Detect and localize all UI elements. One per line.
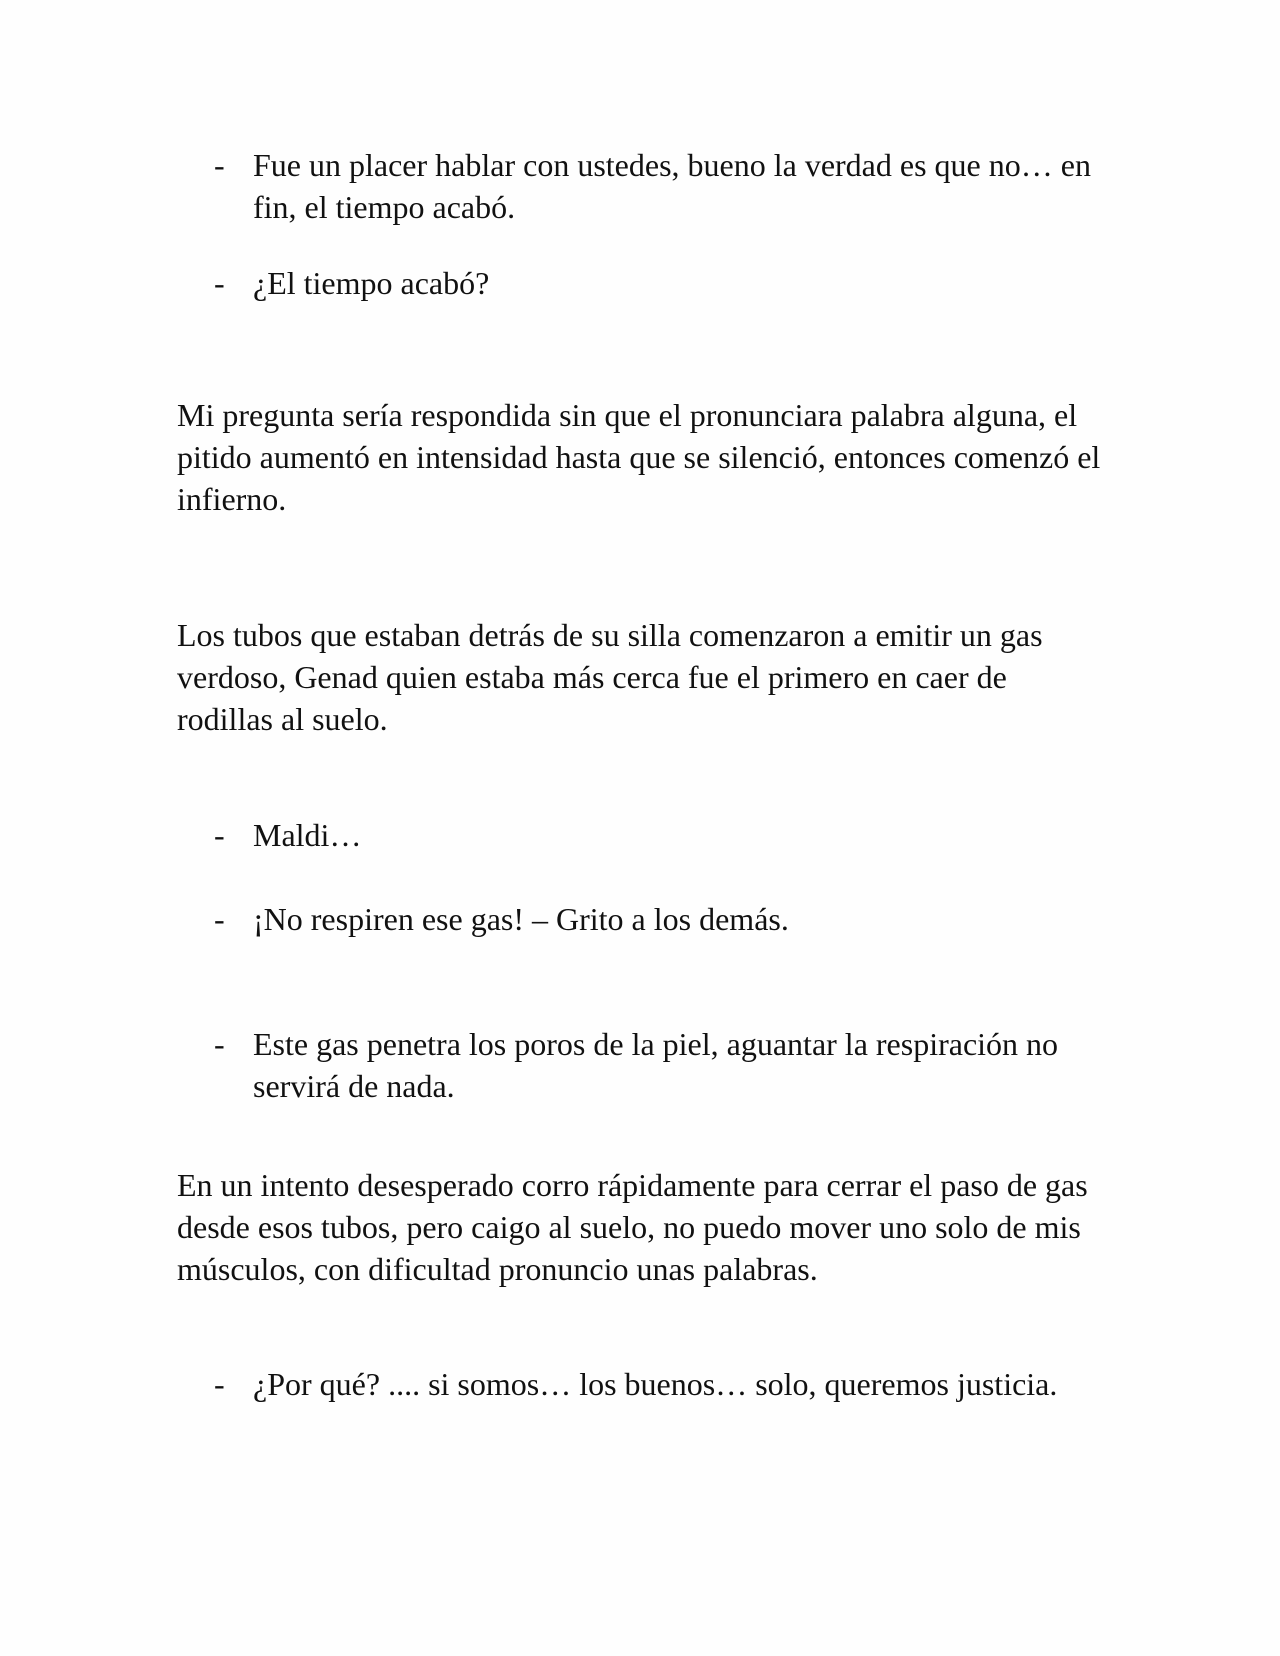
dialogue-dash: - [214,901,225,937]
narrative-paragraph: En un intento desesperado corro rápidamente para cerrar el paso de gas desde esos tubos, pero caigo al suelo, no puedo mover uno solo de mis músculos, con dificultad pronuncio unas palabras. [177,1167,1088,1287]
narrative-paragraph: Los tubos que estaban detrás de su silla comenzaron a emitir un gas verdoso, Genad quien estaba más cerca fue el primero en caer de rodillas al suelo. [177,617,1043,737]
dialogue-line [214,262,1114,304]
narrative-paragraph: Mi pregunta sería respondida sin que el pronunciara palabra alguna, el pitido aumentó en intensidad hasta que se silenció, entonces comenzó el infierno. [177,397,1101,517]
dialogue-text: ¿Por qué? .... si somos… los buenos… solo, queremos justicia. [253,1366,1058,1402]
dialogue-dash: - [214,147,225,183]
dialogue-line [214,144,1114,228]
dialogue-text: ¡No respiren ese gas! – Grito a los demás. [253,901,789,937]
dialogue-line [214,1023,1114,1107]
dialogue-dash: - [214,265,225,301]
dialogue-text: Este gas penetra los poros de la piel, aguantar la respiración no servirá de nada. [253,1026,1059,1104]
dialogue-text: Fue un placer hablar con ustedes, bueno la verdad es que no… en fin, el tiempo acabó. [253,147,1091,225]
dialogue-line [214,814,1114,856]
dialogue-dash: - [214,1026,225,1062]
dialogue-line [214,898,1114,940]
dialogue-dash: - [214,1366,225,1402]
dialogue-line [214,1363,1114,1405]
dialogue-dash: - [214,817,225,853]
dialogue-text: Maldi… [253,817,362,853]
dialogue-text: ¿El tiempo acabó? [253,265,490,301]
